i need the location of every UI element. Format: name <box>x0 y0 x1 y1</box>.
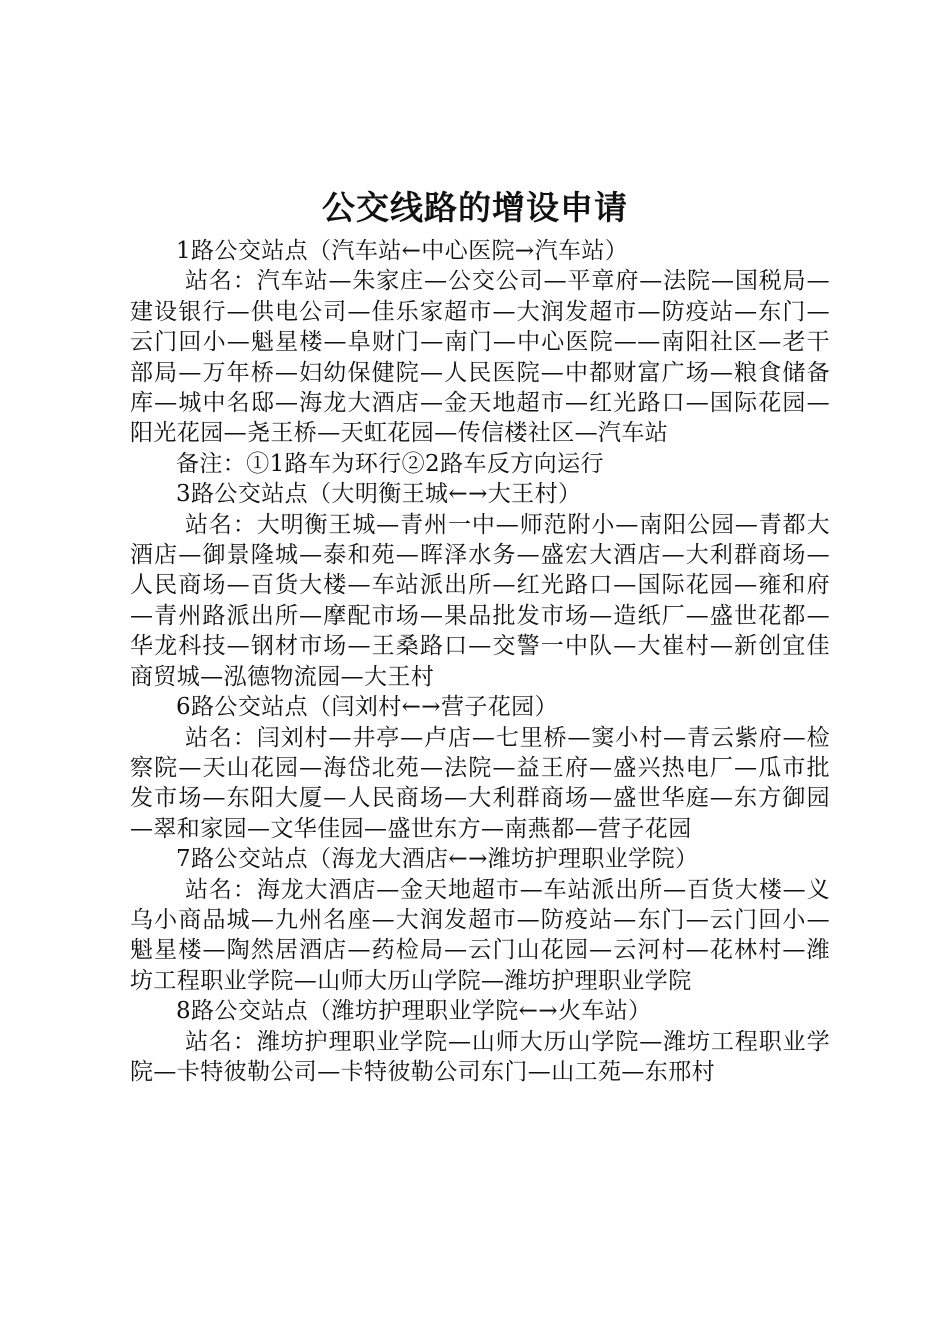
route-8-heading: 8路公交站点（潍坊护理职业学院←→火车站） <box>176 998 652 1025</box>
route-7-heading: 7路公交站点（海龙大酒店←→潍坊护理职业学院） <box>176 846 699 873</box>
document-title: 公交线路的增设申请 <box>322 188 628 227</box>
route-6-stations: 站名：闫刘村—井亭—卢店—七里桥—窦小村—青云紫府—检察院—天山花园—海岱北苑—法院—益王府—盛兴热电厂—瓜市批发市场—东阳大厦—人民商场—大利群商场—盛世华庭—东方御园—翠和家园—文华佳园—盛世东方—南燕都—营子花园 <box>130 724 830 842</box>
route-8-stations: 站名：潍坊护理职业学院—山师大历山学院—潍坊工程职业学院—卡特彼勒公司—卡特彼勒公司东门—山工苑—东邢村 <box>130 1028 830 1085</box>
document-body <box>130 236 830 1087</box>
route-7-stations: 站名：海龙大酒店—金天地超市—车站派出所—百货大楼—义乌小商品城—九州名座—大润发超市—防疫站—东门—云门回小—魁星楼—陶然居酒店—药检局—云门山花园—云河村—花林村—潍坊工程职业学院—山师大历山学院—潍坊护理职业学院 <box>130 876 830 994</box>
route-1-note: 备注：①1路车为环行②2路车反方向运行 <box>176 450 604 477</box>
route-3-stations: 站名：大明衡王城—青州一中—师范附小—南阳公园—青都大酒店—御景隆城—泰和苑—晖泽水务—盛宏大酒店—大利群商场—人民商场—百货大楼—车站派出所—红光路口—国际花园—雍和府—青州路派出所—摩配市场—果品批发市场—造纸厂—盛世花都—华龙科技—钢材市场—王桑路口—交警一中队—大崔村—新创宜佳商贸城—泓德物流园—大王村 <box>130 511 830 690</box>
route-3-heading: 3路公交站点（大明衡王城←→大王村） <box>176 481 582 508</box>
route-6-heading: 6路公交站点（闫刘村←→营子花园） <box>176 694 558 721</box>
route-1-stations: 站名：汽车站—朱家庄—公交公司—平章府—法院—国税局—建设银行—供电公司—佳乐家超市—大润发超市—防疫站—东门—云门回小—魁星楼—阜财门—南门—中心医院——南阳社区—老干部局—万年桥—妇幼保健院—人民医院—中都财富广场—粮食储备库—城中名邸—海龙大酒店—金天地超市—红光路口—国际花园—阳光花园—尧王桥—天虹花园—传信楼社区—汽车站 <box>130 268 830 447</box>
route-1-heading: 1路公交站点（汽车站←中心医院→汽车站） <box>176 238 629 264</box>
